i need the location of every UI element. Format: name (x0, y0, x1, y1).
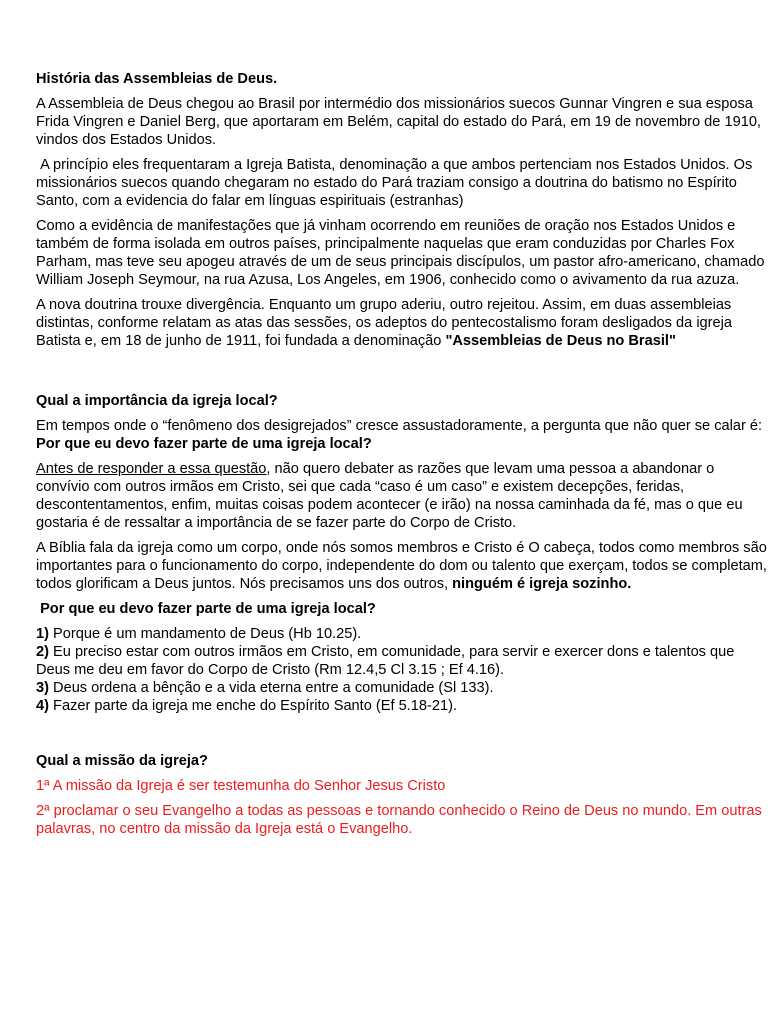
heading-missao: Qual a missão da igreja? (36, 753, 208, 769)
list-item-text: Fazer parte da igreja me enche do Espírito Santo (Ef 5.18-21). (48, 698, 458, 714)
list-item-number: 2) (36, 644, 49, 660)
subheading-por-que: Por que eu devo fazer parte de uma igreja local? (36, 601, 376, 617)
paragraph-historia-3: Como a evidência de manifestações que já vinham ocorrendo em reuniões de oração nos Estados Unidos e também de forma isolada em outros países, principalmente naquelas que eram conduzidas por Charles Fox Parham, mas teve seu apogeu através de um de seus principais discípulos, um pastor afro-americano, chamado William Joseph Seymour, na rua Azusa, Los Angeles, em 1906, conhecido como o avivamento da rua azuza. (36, 218, 765, 288)
paragraph-historia-2: A princípio eles frequentaram a Igreja Batista, denominação a que ambos pertenciam nos Estados Unidos. Os missionários suecos quando chegaram no estado do Pará traziam consigo a doutrina do batismo no Espírito Santo, com a evidencia do falar em línguas espirituais (estranhas) (36, 157, 757, 209)
list-item (36, 679, 768, 697)
paragraph-importancia-2-text: não quero debater as razões que levam uma pessoa a abandonar o convívio com outros irmãos em Cristo, sei que cada “caso é um caso” e existem decepções, feridas, descontentamentos, enfim, muitas coisas podem acontecer (e irão) na nossa caminhada da fé, mas o que eu gostaria é de ressaltar a importância de se fazer parte do Corpo de Cristo. (36, 461, 743, 531)
document-page (36, 70, 768, 838)
list-item (36, 697, 768, 715)
reasons-list (36, 625, 768, 715)
list-item (36, 625, 768, 643)
list-item-text: Deus ordena a bênção e a vida eterna entre a comunidade (Sl 133). (48, 680, 494, 696)
paragraph-importancia-1-text: Em tempos onde o “fenômeno dos desigrejados” cresce assustadoramente, a pergunta que não quer se calar é: (36, 418, 763, 434)
list-item-text: Porque é um mandamento de Deus (Hb 10.25). (48, 626, 362, 642)
paragraph-missao-1: 1ª A missão da Igreja é ser testemunha do Senhor Jesus Cristo (36, 778, 446, 794)
paragraph-importancia-1 (36, 417, 768, 453)
paragraph-importancia-2 (36, 460, 768, 532)
paragraph-importancia-3-text: A Bíblia fala da igreja como um corpo, onde nós somos membros e Cristo é O cabeça, todos como membros são importantes para o funcionamento do corpo, independente do dom ou talento que exerçam, todos se completam, todos glorificam a Deus juntos. Nós precisamos uns dos outros, (36, 540, 767, 592)
paragraph-historia-1: A Assembleia de Deus chegou ao Brasil por intermédio dos missionários suecos Gunnar Vingren e sua esposa Frida Vingren e Daniel Berg, que aportaram em Belém, capital do estado do Pará, em 19 de novembro de 1910, vindos dos Estados Unidos. (36, 96, 761, 148)
list-item-number: 3) (36, 680, 49, 696)
list-item-text: Eu preciso estar com outros irmãos em Cristo, em comunidade, para servir e exercer dons e talentos que Deus me deu em favor do Corpo de Cristo (Rm 12.4,5 Cl 3.15 ; Ef 4.16). (36, 644, 735, 678)
paragraph-missao-2: 2ª proclamar o seu Evangelho a todas as pessoas e tornando conhecido o Reino de Deus no mundo. Em outras palavras, no centro da missão da Igreja está o Evangelho. (36, 803, 762, 837)
ninguem-bold: ninguém é igreja sozinho. (452, 576, 632, 592)
heading-historia: História das Assembleias de Deus. (36, 71, 278, 87)
question-bold: Por que eu devo fazer parte de uma igreja local? (36, 436, 372, 452)
underlined-phrase: Antes de responder a essa questão, (36, 461, 271, 477)
paragraph-historia-4 (36, 296, 768, 350)
heading-importancia: Qual a importância da igreja local? (36, 393, 278, 409)
paragraph-historia-4-text: A nova doutrina trouxe divergência. Enquanto um grupo aderiu, outro rejeitou. Assim, em duas assembleias distintas, conforme relatam as atas das sessões, os adeptos do pentecostalismo foram desligados da igreja Batista e, em 18 de junho de 1911, foi fundada a denominação (36, 297, 733, 349)
paragraph-importancia-3 (36, 539, 768, 593)
denominacao-bold: "Assembleias de Deus no Brasil" (445, 333, 676, 349)
list-item-number: 1) (36, 626, 49, 642)
list-item-number: 4) (36, 698, 49, 714)
list-item (36, 643, 768, 679)
